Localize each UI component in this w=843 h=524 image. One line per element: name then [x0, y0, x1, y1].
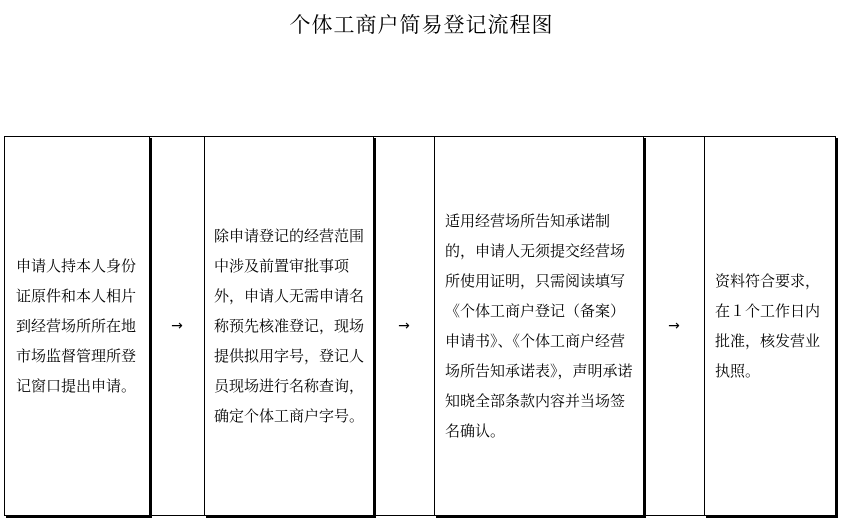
flow-step-2-box	[204, 136, 374, 516]
flow-step-3-box	[434, 136, 644, 516]
flow-connector-3	[644, 136, 704, 516]
flow-step-1-box	[4, 136, 150, 516]
flow-connector-1	[150, 136, 204, 516]
flow-step-4-box	[704, 136, 836, 516]
page-title: 个体工商户简易登记流程图	[289, 13, 554, 37]
flow-step-1-text: 申请人持本人身份证原件和本人相片到经营场所所在地市场监督管理所登记窗口提出申请。	[16, 257, 137, 395]
arrow-right-icon: →	[171, 318, 183, 334]
flow-step-2-text: 除申请登记的经营范围中涉及前置审批事项外，申请人无需申请名称预先核准登记，现场提供拟用字号，登记人员现场进行名称查询，确定个体工商户字号。	[214, 227, 365, 425]
flow-step-3-text: 适用经营场所告知承诺制的，申请人无须提交经营场所使用证明，只需阅读填写《个体工商户登记（备案）申请书》、《个体工商户经营场所告知承诺表》，声明承诺知晓全部条款内容并当场签名确认。	[445, 212, 633, 440]
flow-connector-2	[374, 136, 434, 516]
arrow-right-icon: →	[398, 318, 410, 334]
arrow-right-icon: →	[668, 318, 680, 334]
flow-step-4-text: 资料符合要求，在１个工作日内批准，核发营业执照。	[715, 272, 821, 380]
